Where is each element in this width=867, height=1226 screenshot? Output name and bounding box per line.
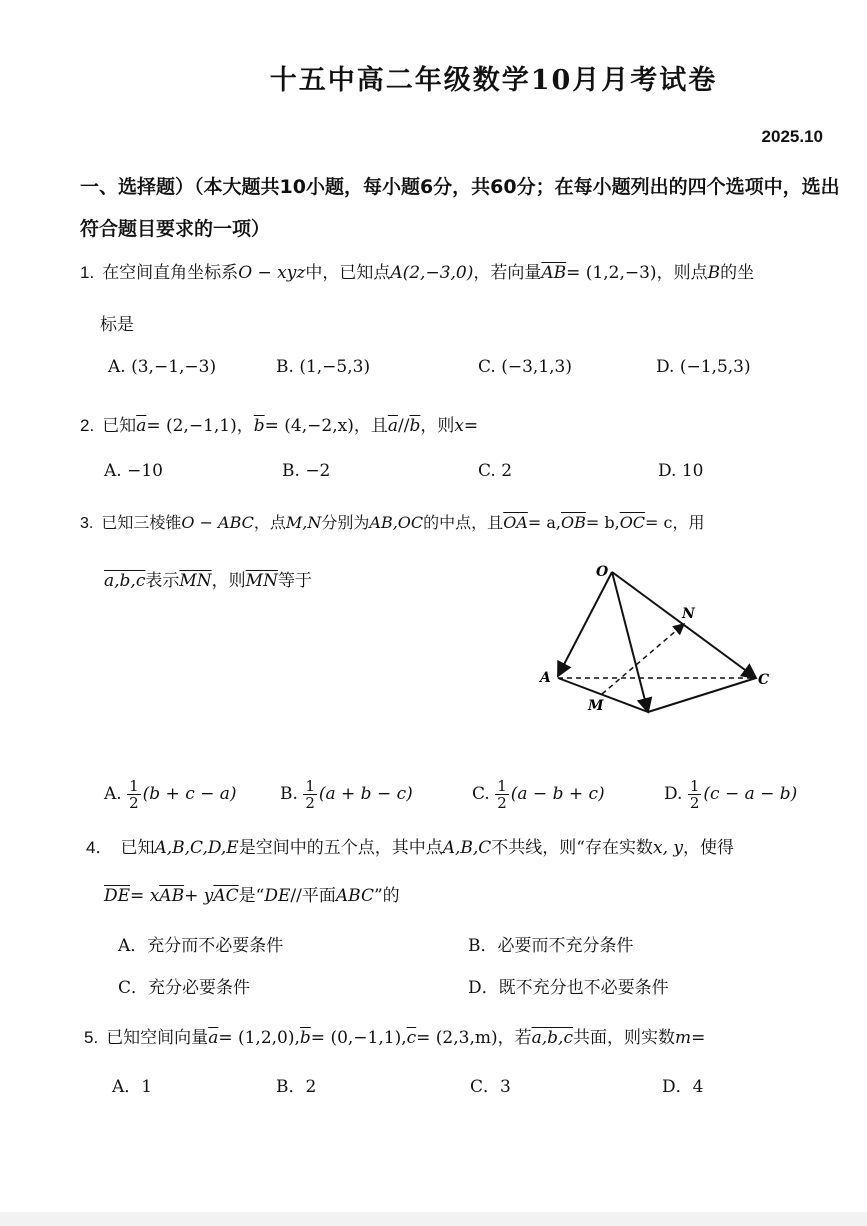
question-5-option-c[interactable] — [470, 1072, 511, 1097]
math-expr: ABC — [335, 886, 374, 906]
vector-symbol: $\overline{b}$ — [253, 416, 265, 436]
math-expr: = — [691, 1028, 706, 1048]
option-label: C． — [470, 1077, 501, 1097]
math-expr: = c — [645, 513, 673, 532]
math-expr: = x — [130, 886, 160, 906]
math-expr: A(2,−3,0) — [390, 263, 474, 283]
math-expr: = (2,−1,1)， — [146, 416, 254, 436]
edge-oc — [612, 572, 756, 678]
option-value: (1,−5,3) — [299, 357, 371, 377]
vector-symbol: $\overline{MN}$ — [245, 571, 278, 591]
option-value: (b + c − a) — [142, 784, 237, 804]
fraction: $\frac{1}{2}$ — [305, 777, 315, 812]
question-text: 已知 — [120, 838, 155, 858]
option-value: 3 — [500, 1077, 511, 1097]
label-c: C — [758, 672, 770, 688]
math-expr: A,B,C,D,E — [154, 838, 239, 858]
question-4-option-a[interactable] — [118, 931, 283, 956]
option-value: 充分而不必要条件 — [147, 936, 284, 956]
vector-symbol: $\overline{DE}$ — [104, 886, 131, 906]
question-text: 共面，则实数 — [573, 1028, 675, 1048]
option-value: −10 — [127, 461, 163, 481]
option-label: B. — [276, 357, 294, 377]
option-label: D． — [468, 978, 499, 998]
option-value: 10 — [681, 461, 704, 481]
option-label: B. — [282, 461, 300, 481]
vector-symbol: $\overline{OB}$ — [560, 513, 586, 532]
math-expr: = (1,2,0), — [218, 1028, 300, 1048]
question-number: 2. — [80, 416, 95, 435]
question-5-line-1 — [84, 1023, 705, 1048]
vector-symbol: a,b,c — [531, 1028, 573, 1048]
math-expr: O − ABC — [181, 513, 254, 532]
label-o: O — [596, 564, 609, 580]
section-heading: 一、选择题）（本大题共10小题，每小题6分，共60分；在每小题列出的四个选项中，选出符合题目要求的一项） — [80, 176, 840, 240]
question-4-line-1 — [86, 833, 734, 858]
pyramid-figure — [530, 560, 780, 725]
question-text: 已知三棱锥 — [101, 513, 182, 532]
math-expr: = (0,−1,1), — [310, 1028, 407, 1048]
vector-symbol: $\overline{OA}$ — [503, 513, 528, 532]
option-label: A. — [104, 784, 122, 804]
question-text: ，若向量 — [473, 263, 542, 283]
math-expr: + y — [184, 886, 214, 906]
option-value: 4 — [692, 1077, 704, 1097]
question-text: ，则 — [211, 571, 246, 591]
question-4-option-d[interactable] — [468, 973, 669, 998]
option-value: (c − a − b) — [703, 784, 798, 804]
question-text: 已知 — [102, 416, 137, 436]
option-value: 2 — [501, 461, 513, 481]
option-value: −2 — [305, 461, 331, 481]
exam-title: 十五中高二年级数学10月月考试卷 — [269, 65, 718, 96]
question-2-option-d[interactable] — [658, 461, 703, 481]
vector-symbol: $\overline{b}$ — [299, 1028, 311, 1048]
question-text: ，若 — [497, 1028, 532, 1048]
vector-symbol: $\overline{a}$ — [208, 1028, 219, 1048]
question-text: //平面 — [290, 886, 336, 906]
question-3-option-b[interactable] — [280, 778, 413, 811]
question-text: ，则 — [420, 416, 455, 436]
math-expr: DE — [264, 886, 291, 906]
question-2-line-1 — [80, 411, 478, 436]
math-expr: = — [463, 416, 479, 436]
math-expr: A,B,C — [442, 838, 492, 858]
option-value: 充分必要条件 — [148, 978, 251, 998]
question-text: 的中点，且 — [423, 513, 504, 532]
vector-symbol: $\overline{MN}$ — [179, 571, 212, 591]
option-value: 必要而不充分条件 — [497, 936, 634, 956]
option-label: D. — [664, 784, 683, 804]
question-3-line-2 — [104, 566, 312, 591]
question-4-line-2 — [104, 881, 400, 906]
math-expr: x — [454, 416, 464, 436]
option-value: (−3,1,3) — [501, 357, 572, 377]
vector-symbol: $\overline{OC}$ — [619, 513, 646, 532]
question-3-option-a[interactable] — [104, 778, 237, 811]
question-2-option-c[interactable] — [478, 461, 512, 481]
math-expr: M,N — [285, 513, 322, 532]
question-text: 表示 — [145, 571, 180, 591]
question-text: 不共线，则“存在实数 — [491, 838, 653, 858]
page-bottom-edge — [0, 1212, 867, 1226]
question-text: ，使得 — [683, 838, 734, 858]
question-text: ，点 — [253, 513, 286, 532]
vector-symbol: $\overline{c}$ — [406, 1028, 417, 1048]
question-text: 分别为 — [321, 513, 370, 532]
edge-ob — [612, 572, 648, 712]
question-2-option-b[interactable] — [282, 461, 330, 481]
question-2-option-a[interactable] — [104, 461, 163, 481]
edge-bc — [648, 678, 756, 712]
fraction: $\frac{1}{2}$ — [129, 777, 139, 812]
label-m: M — [588, 698, 604, 714]
question-1-line-2: 标是 — [100, 315, 134, 335]
option-value: 既不充分也不必要条件 — [498, 978, 669, 998]
option-value: (a − b + c) — [510, 784, 605, 804]
fraction: $\frac{1}{2}$ — [497, 777, 507, 812]
fraction: $\frac{1}{2}$ — [689, 777, 700, 812]
question-4-option-b[interactable] — [468, 931, 634, 956]
question-3-option-d[interactable] — [664, 778, 797, 811]
math-expr: x, y — [653, 838, 683, 858]
segment-mn — [602, 624, 684, 694]
question-number: 3. — [80, 515, 94, 532]
option-label: C. — [478, 357, 496, 377]
question-text: 是“ — [238, 886, 265, 906]
math-expr: = b, — [585, 513, 620, 532]
vector-symbol: $\overline{AB}$ — [541, 263, 567, 283]
vector-symbol: $\overline{AB}$ — [159, 886, 185, 906]
math-expr: B — [707, 263, 721, 283]
option-label: A. — [108, 357, 126, 377]
question-5-option-d[interactable] — [662, 1072, 703, 1097]
math-expr: AB,OC — [369, 513, 424, 532]
exam-date: 2025.10 — [761, 127, 823, 146]
question-text: ，用 — [672, 513, 705, 532]
option-label: D. — [658, 461, 677, 481]
vector-symbol: $\overline{b}$ — [409, 416, 421, 436]
question-1-option-d[interactable] — [656, 357, 751, 377]
option-label: C. — [478, 461, 496, 481]
option-value: (−1,5,3) — [679, 357, 751, 377]
vector-symbol: $\overline{AC}$ — [213, 886, 239, 906]
math-expr: = (2,3,m) — [416, 1028, 498, 1048]
option-value: (a + b − c) — [318, 784, 413, 804]
option-label: B. — [280, 784, 298, 804]
question-text: 是空间中的五个点，其中点 — [238, 838, 443, 858]
vector-symbol: a,b,c — [104, 571, 146, 591]
edge-oa — [558, 572, 612, 676]
option-label: C． — [118, 978, 149, 998]
question-1-line-1 — [80, 258, 754, 283]
math-expr: = (1,2,−3)，则点 — [566, 263, 708, 283]
option-label: A． — [118, 936, 148, 956]
question-1-option-a[interactable] — [108, 357, 216, 377]
question-text: 等于 — [277, 571, 312, 591]
option-label: C. — [472, 784, 490, 804]
vector-symbol: $\overline{a}$ — [387, 416, 398, 436]
option-label: A. — [104, 461, 122, 481]
question-text: 在空间直角坐标系 — [102, 263, 239, 283]
question-1-option-b[interactable] — [276, 357, 370, 377]
question-1-option-c[interactable] — [478, 357, 572, 377]
option-value: (3,−1,−3) — [131, 357, 217, 377]
question-number: 1. — [80, 263, 95, 282]
question-4-option-c[interactable] — [118, 973, 250, 998]
question-text: 中，已知点 — [305, 263, 391, 283]
label-a: A — [540, 670, 551, 686]
option-label: B． — [276, 1077, 306, 1097]
question-5-option-b[interactable] — [276, 1072, 316, 1097]
option-label: D． — [662, 1077, 693, 1097]
question-5-option-a[interactable] — [112, 1072, 152, 1097]
option-value: 2 — [305, 1077, 317, 1097]
question-3-line-1 — [80, 510, 705, 533]
math-expr: m — [675, 1028, 692, 1048]
option-label: A． — [112, 1077, 142, 1097]
option-value: 1 — [141, 1077, 153, 1097]
vector-symbol: $\overline{a}$ — [136, 416, 147, 436]
question-number: 4． — [86, 838, 113, 857]
question-text: 的坐 — [720, 263, 755, 283]
question-number: 5. — [84, 1028, 99, 1047]
math-expr: O − xyz — [238, 263, 306, 283]
math-expr: // — [397, 416, 410, 436]
question-text: 已知空间向量 — [106, 1028, 209, 1048]
option-label: D. — [656, 357, 675, 377]
math-expr: = a, — [527, 513, 561, 532]
question-text: ”的 — [373, 886, 400, 906]
label-n: N — [682, 606, 695, 622]
question-3-option-c[interactable] — [472, 778, 605, 811]
math-expr: = (4,−2,x)，且 — [264, 416, 388, 436]
option-label: B． — [468, 936, 498, 956]
